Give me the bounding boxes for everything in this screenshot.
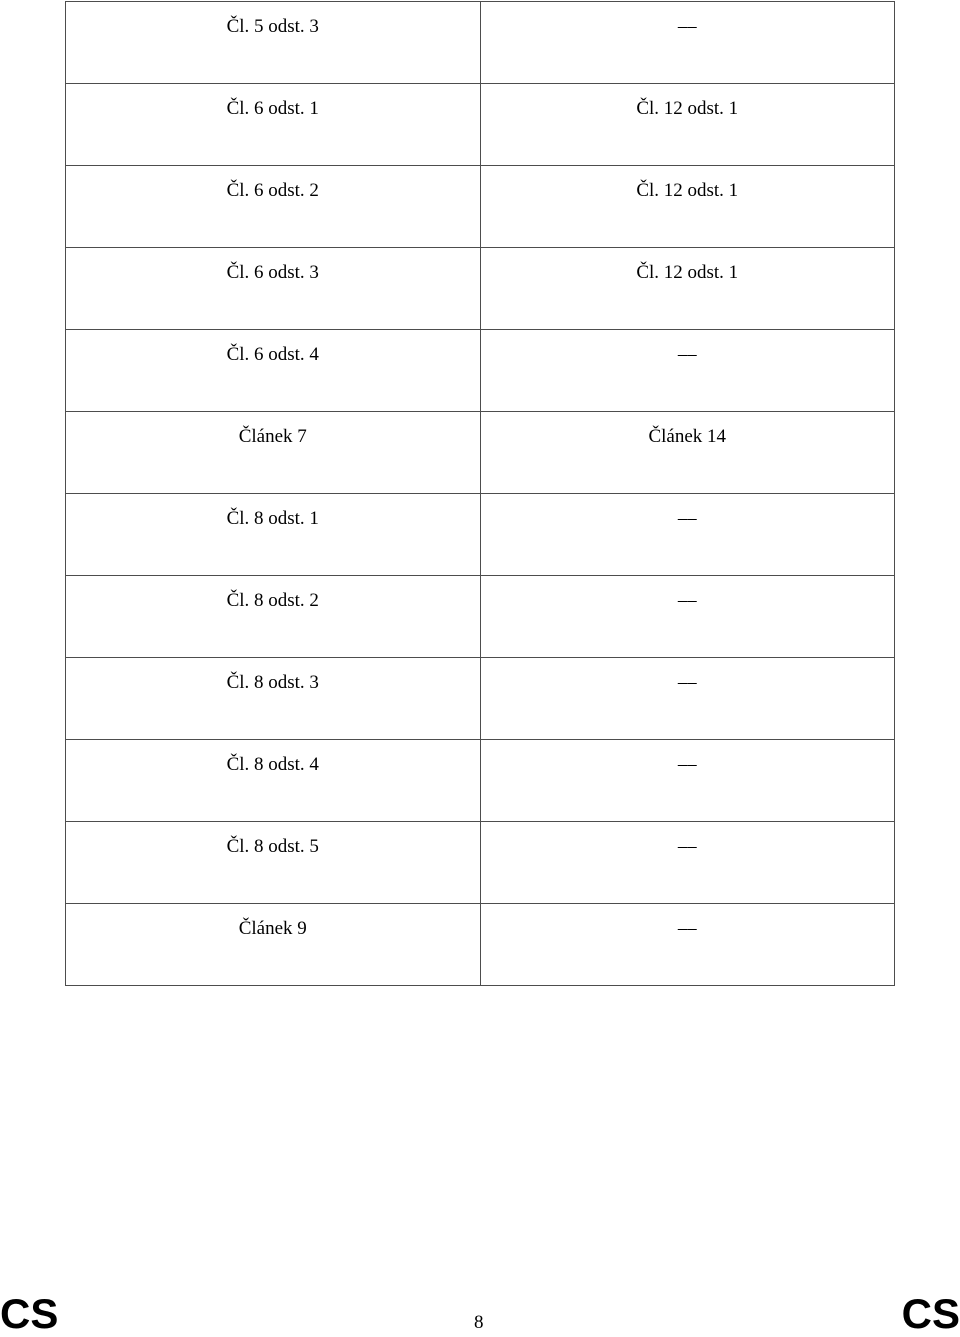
table-cell-left: Čl. 6 odst. 4 <box>66 330 481 412</box>
correlation-table <box>65 1 895 986</box>
table-cell-right: ⎯⎯ <box>480 330 895 412</box>
table-row <box>66 2 895 84</box>
table-cell-left: Čl. 8 odst. 3 <box>66 658 481 740</box>
page-number: 8 <box>474 1312 484 1333</box>
table-row <box>66 658 895 740</box>
table-cell-right: ⎯⎯ <box>480 904 895 986</box>
table-cell-right: Článek 14 <box>480 412 895 494</box>
table-row <box>66 740 895 822</box>
table-cell-left: Článek 9 <box>66 904 481 986</box>
table-row <box>66 330 895 412</box>
table-cell-left: Čl. 8 odst. 4 <box>66 740 481 822</box>
table-cell-left: Čl. 8 odst. 5 <box>66 822 481 904</box>
table-cell-right: ⎯⎯ <box>480 740 895 822</box>
table-cell-left: Čl. 6 odst. 3 <box>66 248 481 330</box>
table-cell-left: Článek 7 <box>66 412 481 494</box>
language-code-right: CS <box>901 1290 960 1337</box>
table-cell-right: ⎯⎯ <box>480 2 895 84</box>
table-cell-right: Čl. 12 odst. 1 <box>480 166 895 248</box>
table-row <box>66 248 895 330</box>
table-row <box>66 412 895 494</box>
table-cell-left: Čl. 6 odst. 2 <box>66 166 481 248</box>
table-cell-right: ⎯⎯ <box>480 494 895 576</box>
table-cell-right: Čl. 12 odst. 1 <box>480 248 895 330</box>
table-cell-right: Čl. 12 odst. 1 <box>480 84 895 166</box>
table-cell-left: Čl. 6 odst. 1 <box>66 84 481 166</box>
table-cell-left: Čl. 5 odst. 3 <box>66 2 481 84</box>
table-row <box>66 822 895 904</box>
table-row <box>66 494 895 576</box>
table-row <box>66 904 895 986</box>
table-cell-left: Čl. 8 odst. 2 <box>66 576 481 658</box>
table-cell-left: Čl. 8 odst. 1 <box>66 494 481 576</box>
table-cell-right: ⎯⎯ <box>480 822 895 904</box>
language-code-left: CS <box>0 1290 59 1337</box>
table-row <box>66 84 895 166</box>
table-row <box>66 576 895 658</box>
table-cell-right: ⎯⎯ <box>480 576 895 658</box>
table-row <box>66 166 895 248</box>
table-cell-right: ⎯⎯ <box>480 658 895 740</box>
